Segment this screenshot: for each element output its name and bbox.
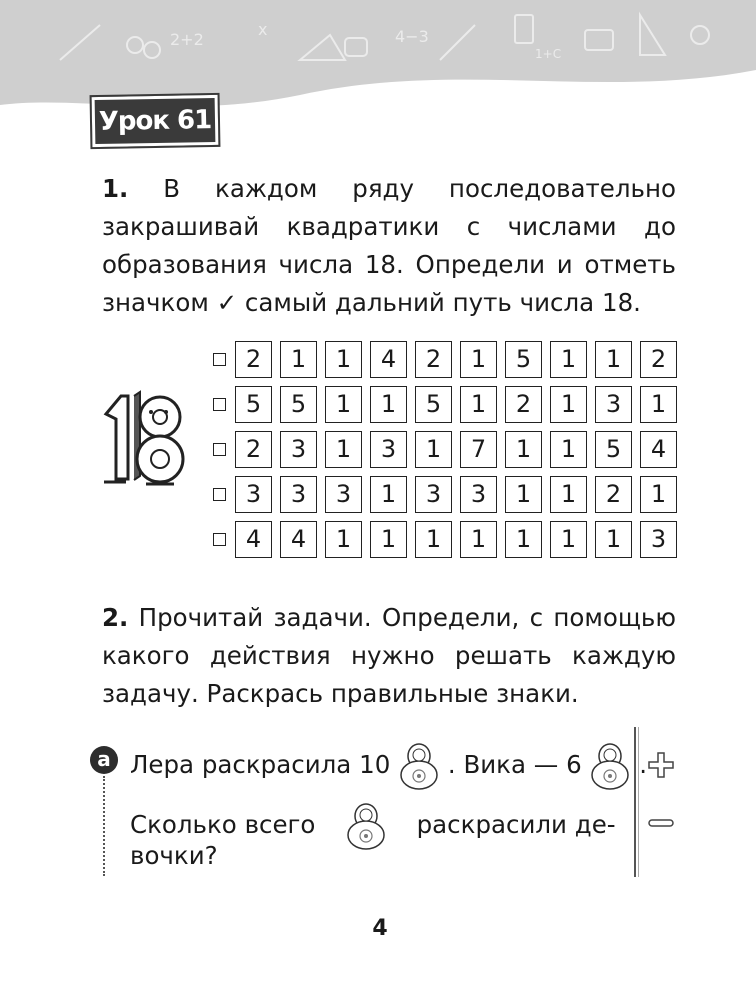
- number-cell[interactable]: 4: [370, 341, 407, 378]
- number-cell[interactable]: 5: [280, 386, 317, 423]
- number-cell[interactable]: 1: [550, 521, 587, 558]
- page-number: 4: [372, 916, 388, 941]
- subtask-a-badge: а: [90, 746, 118, 774]
- number-cell[interactable]: 1: [550, 386, 587, 423]
- row-checkbox[interactable]: [213, 398, 226, 411]
- number-cell[interactable]: 3: [370, 431, 407, 468]
- number-cell[interactable]: 1: [325, 521, 362, 558]
- number-cell[interactable]: 1: [460, 521, 497, 558]
- grid-row: [213, 427, 685, 472]
- task-2-instructions: Прочитай задачи. Определи, с помощью какого действия нужно решать каждую задачу. Раскрась правильные знаки.: [102, 603, 676, 708]
- number-cell[interactable]: 2: [505, 386, 542, 423]
- row-checkbox[interactable]: [213, 533, 226, 546]
- divider-line-thin: [638, 727, 639, 877]
- matryoshka-icon: [398, 742, 440, 790]
- number-cell[interactable]: 3: [595, 386, 632, 423]
- number-cell[interactable]: 1: [370, 476, 407, 513]
- task-1-instructions: В каждом ряду последовательно закрашивай квадратики с числами до образования числа 18. Определи и отметь значком ✓ самый дальний путь числа 18.: [102, 174, 676, 317]
- subtask-dotted-line: [103, 776, 107, 876]
- number-cell[interactable]: 1: [460, 386, 497, 423]
- number-cell[interactable]: 1: [325, 341, 362, 378]
- grid-row: [213, 337, 685, 382]
- number-cell[interactable]: 1: [370, 521, 407, 558]
- problem-text-2b: раскрасили де-: [416, 810, 616, 839]
- number-cell[interactable]: 1: [370, 386, 407, 423]
- row-checkbox[interactable]: [213, 353, 226, 366]
- number-cell[interactable]: 1: [595, 521, 632, 558]
- number-cell[interactable]: 1: [325, 386, 362, 423]
- number-cell[interactable]: 4: [640, 431, 677, 468]
- number-cell[interactable]: 2: [595, 476, 632, 513]
- plus-sign-icon[interactable]: [646, 750, 676, 780]
- number-cell[interactable]: 1: [415, 431, 452, 468]
- problem-text-1b: . Вика — 6: [447, 750, 582, 779]
- number-cell[interactable]: 3: [415, 476, 452, 513]
- grid-row: [213, 382, 685, 427]
- svg-text:1+C: 1+C: [535, 47, 562, 61]
- number-cell[interactable]: 3: [235, 476, 272, 513]
- number-cell[interactable]: 3: [460, 476, 497, 513]
- number-cell[interactable]: 5: [415, 386, 452, 423]
- number-cell[interactable]: 3: [280, 476, 317, 513]
- grid-row: [213, 517, 685, 562]
- number-cell[interactable]: 7: [460, 431, 497, 468]
- number-cell[interactable]: 1: [505, 476, 542, 513]
- problem-line-1: [130, 742, 647, 790]
- matryoshka-icon: [589, 742, 631, 790]
- row-checkbox[interactable]: [213, 488, 226, 501]
- problem-text-1a: Лера раскрасила 10: [130, 750, 391, 779]
- svg-text:2+2: 2+2: [170, 30, 204, 49]
- number-grid: [213, 337, 685, 562]
- number-cell[interactable]: 1: [550, 476, 587, 513]
- number-cell[interactable]: 3: [325, 476, 362, 513]
- number-cell[interactable]: 1: [415, 521, 452, 558]
- number-cell[interactable]: 4: [280, 521, 317, 558]
- number-cell[interactable]: 1: [460, 341, 497, 378]
- number-cell[interactable]: 3: [280, 431, 317, 468]
- number-cell[interactable]: 1: [640, 476, 677, 513]
- number-cell[interactable]: 1: [595, 341, 632, 378]
- number-18-mascot-illustration: [96, 384, 196, 494]
- number-cell[interactable]: 5: [235, 386, 272, 423]
- matryoshka-icon: [345, 802, 387, 850]
- problem-text-1c: .: [639, 750, 648, 779]
- number-cell[interactable]: 1: [505, 521, 542, 558]
- svg-text:4−3: 4−3: [395, 27, 429, 46]
- task-1-number: 1.: [102, 174, 129, 203]
- number-cell[interactable]: 5: [595, 431, 632, 468]
- number-cell[interactable]: 4: [235, 521, 272, 558]
- number-cell[interactable]: 1: [640, 386, 677, 423]
- number-cell[interactable]: 1: [550, 431, 587, 468]
- number-cell[interactable]: 1: [280, 341, 317, 378]
- problem-text-3: вочки?: [130, 841, 218, 870]
- number-cell[interactable]: 1: [550, 341, 587, 378]
- row-checkbox[interactable]: [213, 443, 226, 456]
- number-cell[interactable]: 3: [640, 521, 677, 558]
- number-cell[interactable]: 2: [640, 341, 677, 378]
- number-cell[interactable]: 2: [235, 431, 272, 468]
- divider-line: [634, 727, 636, 877]
- number-cell[interactable]: 1: [325, 431, 362, 468]
- task-1-text: [102, 170, 676, 322]
- problem-text-2a: Сколько всего: [130, 810, 316, 839]
- grid-row: [213, 472, 685, 517]
- svg-text:x: x: [258, 20, 268, 39]
- number-cell[interactable]: 1: [505, 431, 542, 468]
- number-cell[interactable]: 2: [415, 341, 452, 378]
- minus-sign-icon[interactable]: [646, 808, 676, 838]
- lesson-title-badge: Урок 61: [92, 95, 219, 147]
- task-2-text: [102, 599, 676, 713]
- number-cell[interactable]: 2: [235, 341, 272, 378]
- number-cell[interactable]: 5: [505, 341, 542, 378]
- task-2-number: 2.: [102, 603, 129, 632]
